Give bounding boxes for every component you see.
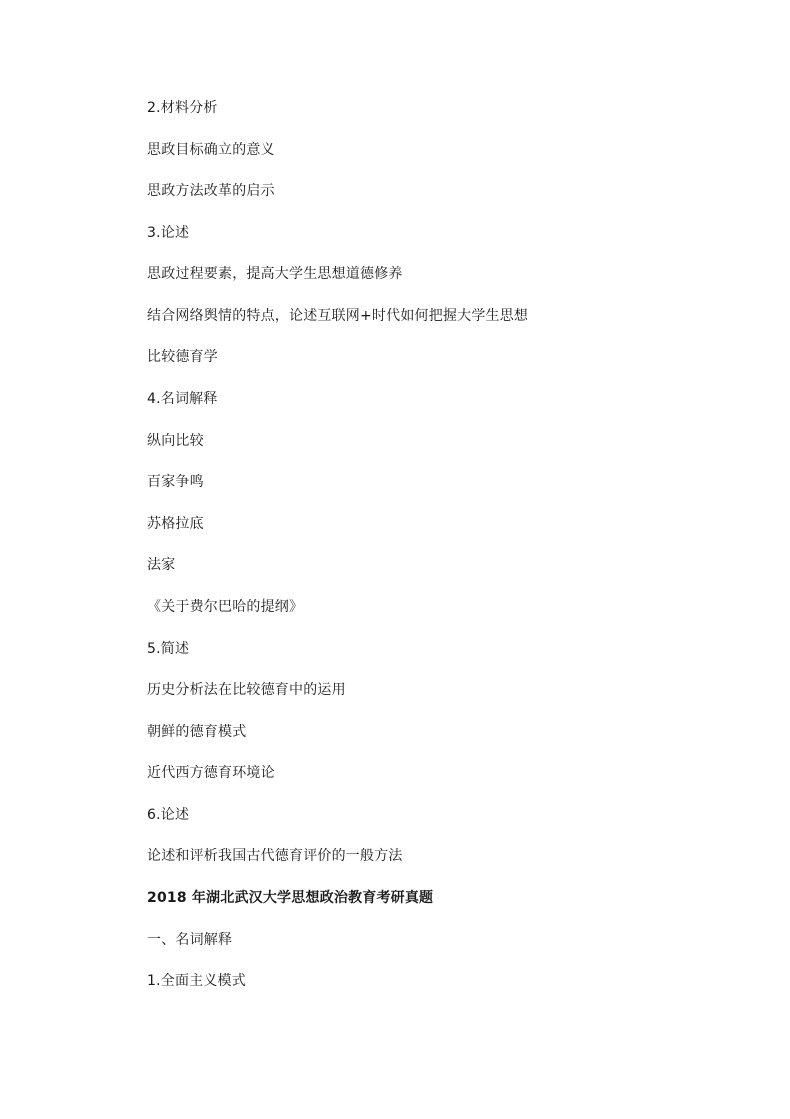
- list-item: 结合网络舆情的特点，论述互联网+时代如何把握大学生思想: [147, 308, 529, 324]
- section-heading-material-analysis: 2.材料分析: [147, 100, 218, 116]
- list-item: 近代西方德育环境论: [147, 765, 275, 781]
- list-item: 1.全面主义模式: [147, 973, 246, 989]
- section-heading-essay: 3.论述: [147, 225, 190, 241]
- list-item: 思政目标确立的意义: [147, 142, 275, 158]
- list-item: 历史分析法在比较德育中的运用: [147, 682, 346, 698]
- section-heading-essay-2: 6.论述: [147, 807, 190, 823]
- list-item: 纵向比较: [147, 433, 204, 449]
- list-item: 《关于费尔巴哈的提纲》: [147, 599, 304, 615]
- list-item: 苏格拉底: [147, 516, 204, 532]
- list-item: 法家: [147, 557, 176, 573]
- section-heading-term-explanation: 4.名词解释: [147, 391, 218, 407]
- list-item: 思政方法改革的启示: [147, 183, 275, 199]
- section-heading-short-answer: 5.简述: [147, 641, 190, 657]
- section-heading-term-explanation-2: 一、名词解释: [147, 932, 233, 948]
- subject-title: 比较德育学: [147, 349, 218, 365]
- list-item: 朝鲜的德育模式: [147, 724, 247, 740]
- list-item: 百家争鸣: [147, 474, 204, 490]
- exam-title: 2018 年湖北武汉大学思想政治教育考研真题: [147, 890, 434, 906]
- list-item: 论述和评析我国古代德育评价的一般方法: [147, 848, 403, 864]
- list-item: 思政过程要素，提高大学生思想道德修养: [147, 266, 403, 282]
